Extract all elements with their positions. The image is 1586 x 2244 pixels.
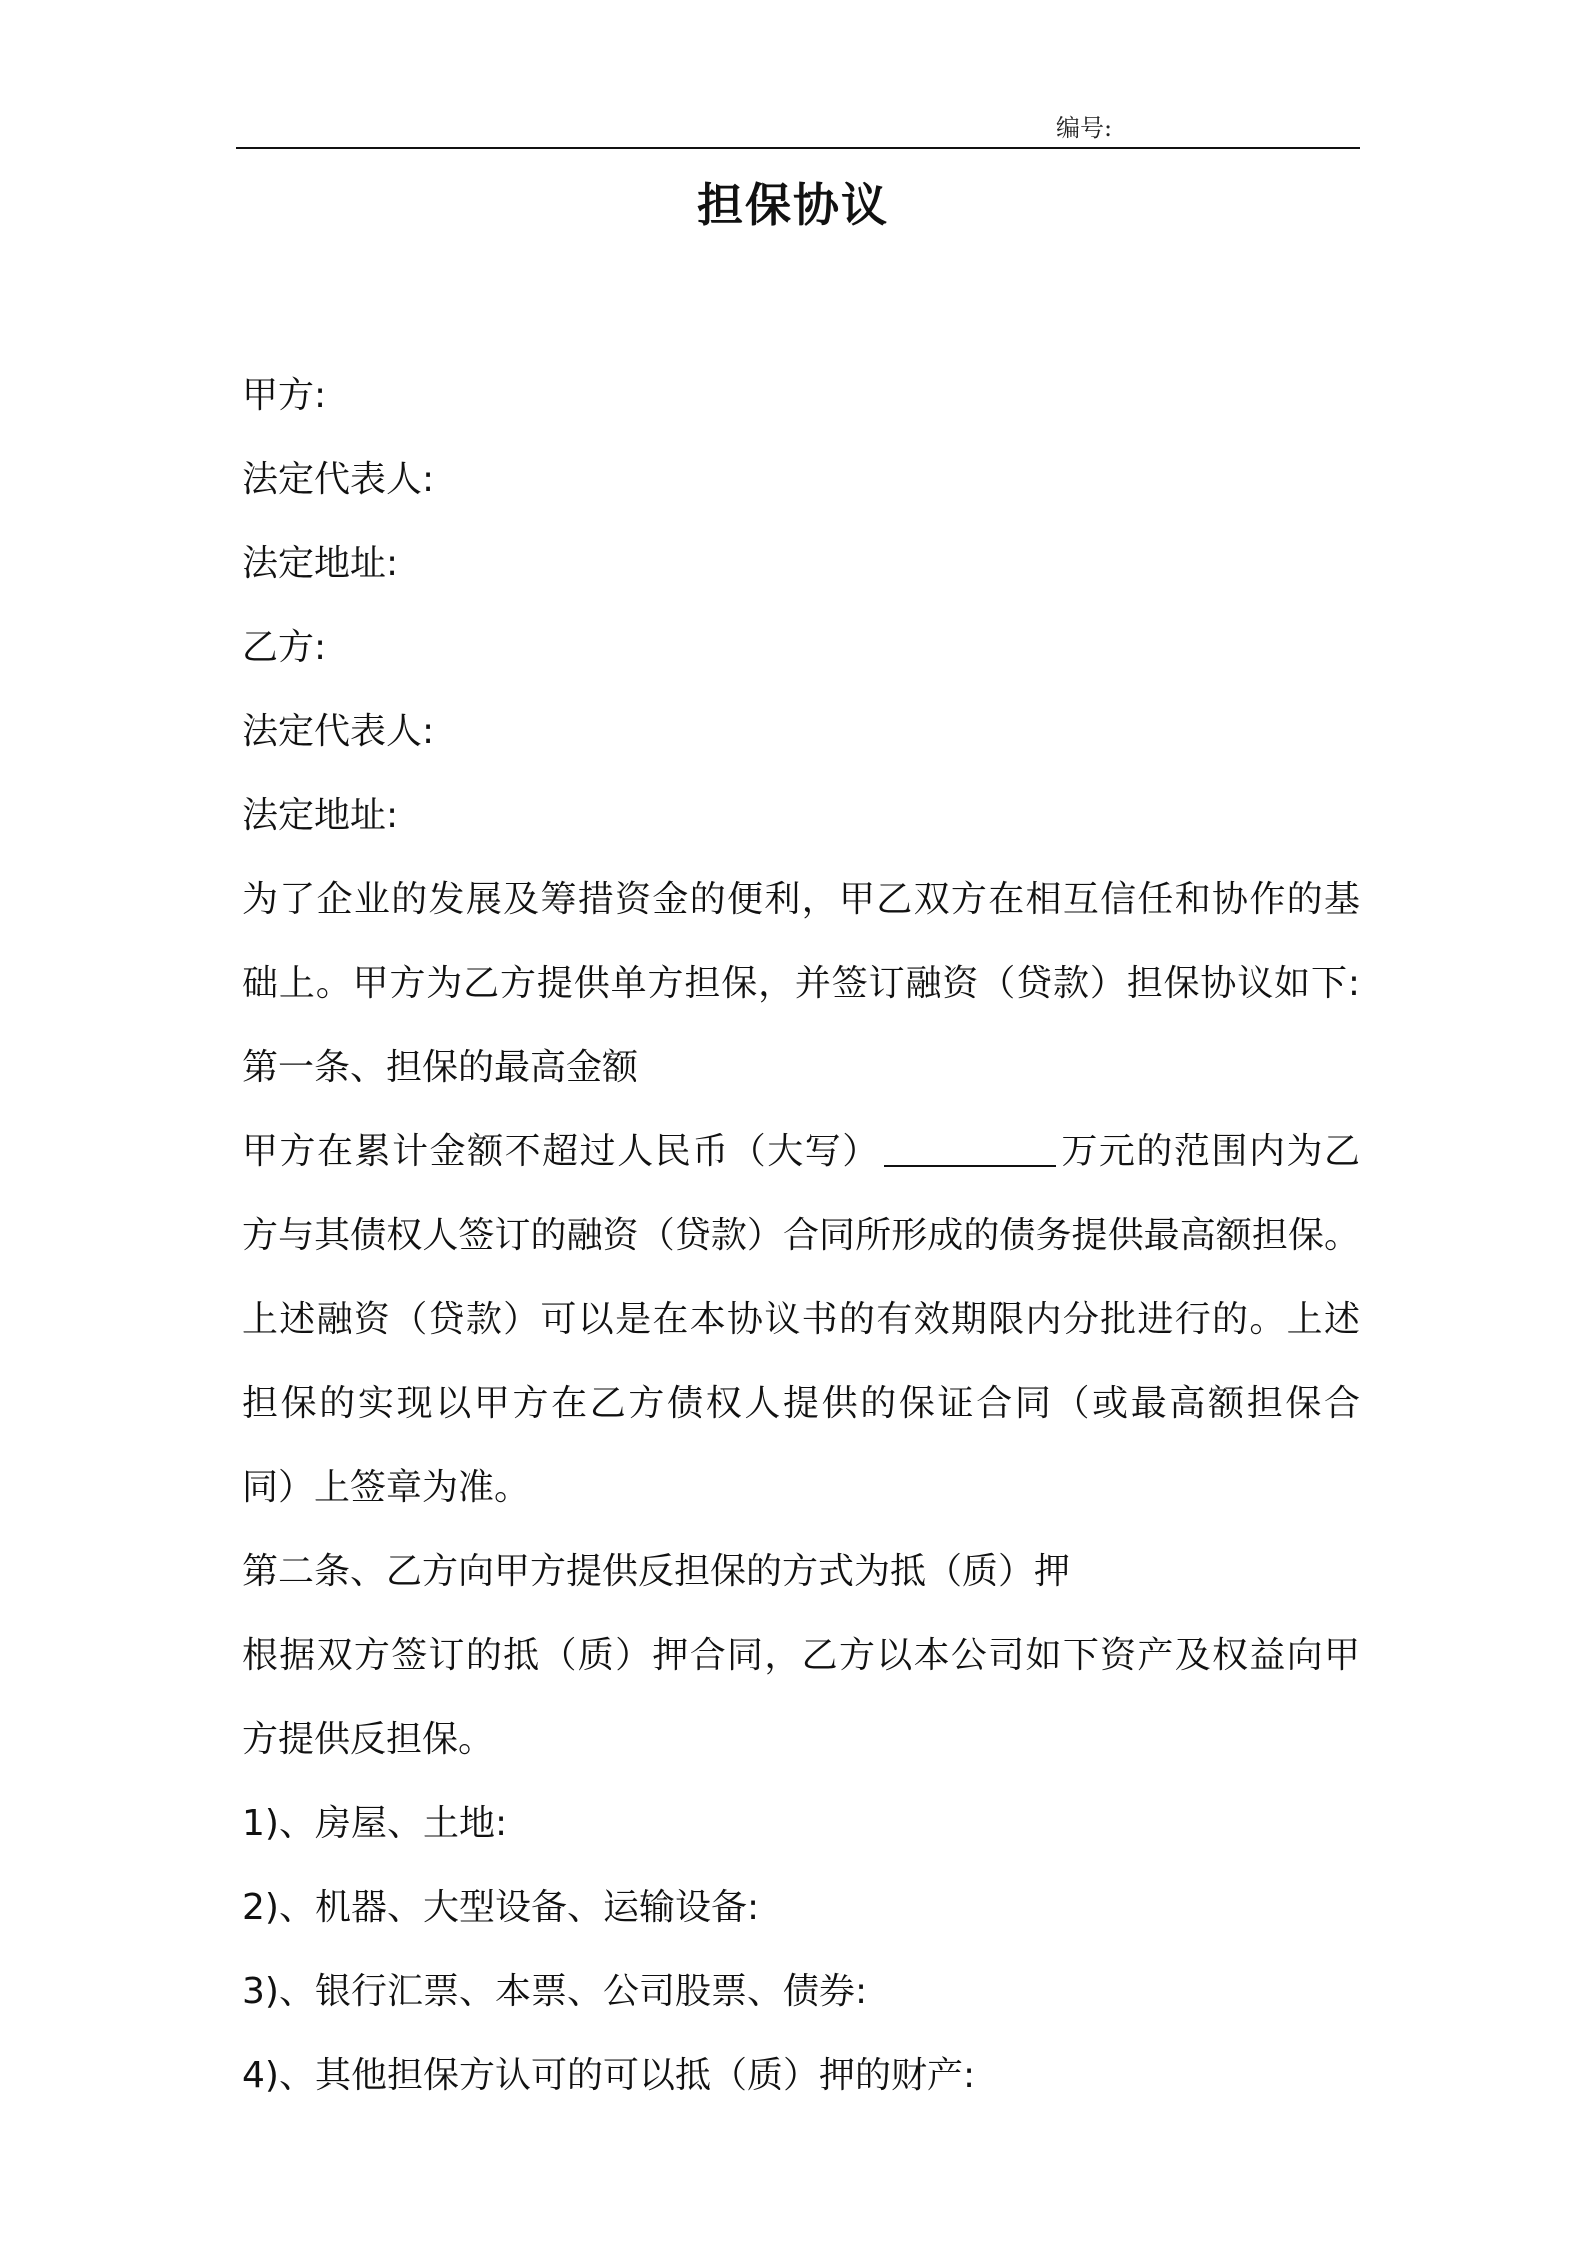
party-b-label: 乙方: (242, 627, 327, 668)
party-b-address-label: 法定地址: (242, 795, 399, 836)
header-divider (236, 147, 1360, 149)
article-2-heading: 第二条、乙方向甲方提供反担保的方式为抵（质）押 (242, 1551, 1071, 1592)
list-item: 2)、机器、大型设备、运输设备: (242, 1887, 760, 1928)
article-1-heading: 第一条、担保的最高金额 (242, 1047, 639, 1088)
document-title: 担保协议 (697, 178, 889, 232)
list-item: 1)、房屋、土地: (242, 1803, 508, 1844)
party-a-representative-label: 法定代表人: (242, 459, 435, 500)
article-2-line-2: 方提供反担保。 (242, 1719, 495, 1760)
article-2-line-1: 根据双方签订的抵（质）押合同，乙方以本公司如下资产及权益向甲 (242, 1635, 1360, 1676)
amount-blank-line (884, 1125, 1056, 1167)
document-body (242, 354, 1360, 2118)
party-a-label: 甲方: (242, 375, 327, 416)
list-item: 4)、其他担保方认可的可以抵（质）押的财产: (242, 2055, 976, 2096)
preamble-line-2: 础上。甲方为乙方提供单方担保，并签订融资（贷款）担保协议如下: (242, 963, 1360, 1004)
article-1-text-before-blank: 甲方在累计金额不超过人民币（大写） (242, 1131, 880, 1172)
list-item: 3)、银行汇票、本票、公司股票、债券: (242, 1971, 868, 2012)
document-number-label: 编号: (1056, 114, 1113, 142)
article-1-line-2: 方与其债权人签订的融资（贷款）合同所形成的债务提供最高额担保。 (242, 1215, 1360, 1256)
preamble-line-1: 为了企业的发展及筹措资金的便利，甲乙双方在相互信任和协作的基 (242, 879, 1360, 920)
party-b-representative-label: 法定代表人: (242, 711, 435, 752)
article-1-line-1 (242, 1110, 1360, 1194)
party-a-address-label: 法定地址: (242, 543, 399, 584)
article-1-line-4: 担保的实现以甲方在乙方债权人提供的保证合同（或最高额担保合 (242, 1383, 1360, 1424)
article-1-line-3: 上述融资（贷款）可以是在本协议书的有效期限内分批进行的。上述 (242, 1299, 1360, 1340)
article-1-text-after-blank: 万元的范围内为乙 (1059, 1131, 1360, 1172)
article-1-line-5: 同）上签章为准。 (242, 1467, 531, 1508)
